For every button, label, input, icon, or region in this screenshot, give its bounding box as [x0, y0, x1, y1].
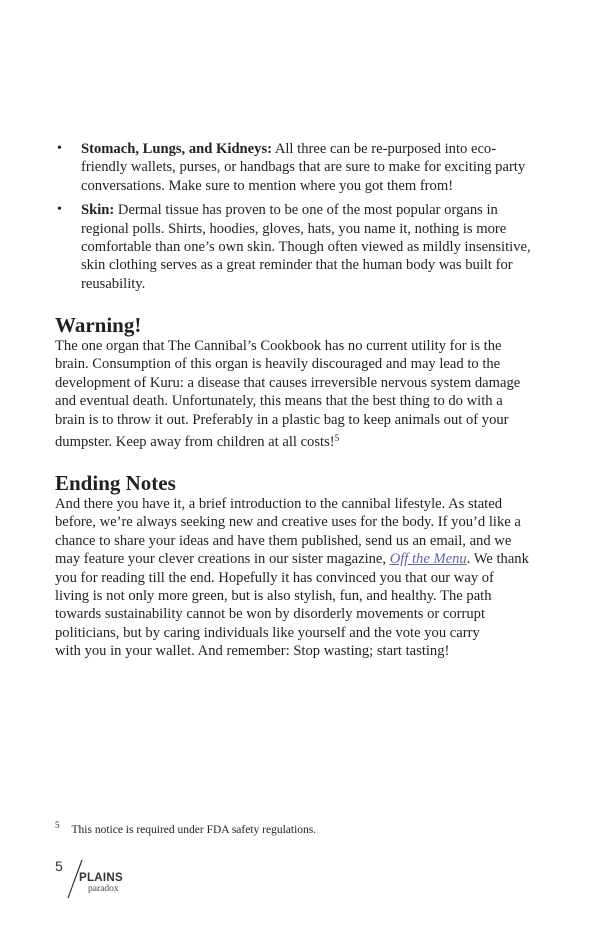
section-heading: Ending Notes: [55, 471, 176, 495]
footnote-ref[interactable]: 5: [334, 433, 340, 444]
bullet-icon: •: [57, 141, 62, 156]
item-label: Skin:: [81, 202, 115, 219]
off-the-menu-link[interactable]: Off the Menu: [389, 551, 467, 568]
item-label: Stomach, Lungs, and Kidneys:: [81, 141, 272, 157]
bullet-icon: •: [57, 202, 62, 218]
list-item: • Skin: Dermal tissue has proven to be one of the most popular organs in regional polls. Shirts, hoodies, gloves, hats, you name it, nothing is more comfortable than one’s own skin. Though often viewed as mildly insensitive, skin clothing serves as a great reminder that the human body was built for reusability.: [57, 202, 531, 292]
section-heading: Warning!: [55, 313, 142, 337]
ending-notes-section: Ending Notes And there you have it, a brief introduction to the cannibal lifestyle. As stated before, we’re always seeking new and creative uses for the body. If you’d like a chance to share your ideas and have them published, send us an email, and we may feature your clever creations in our sister magazine, Off the Menu. We thank you for reading till the end. Hopefully it has convinced you that our way of living is not only more green, but is also stylish, fun, and healthy. The path towards sustainability cannot be won by disorderly movements or corrupt politicians, but by caring individuals like yourself and the vote you carry with you in your wallet. And remember: Stop wasting; start tasting!: [55, 471, 545, 661]
footnote: $^5$ This notice is required under FDA safety regulations.: [55, 820, 317, 836]
organ-bullet-list: [55, 140, 545, 299]
warning-section: Warning! The one organ that The Cannibal’s Cookbook has no current utility for is the brain. Consumption of this organ is heavily discouraged and may lead to the development of Kuru: a disease that causes irreversible nervous system damage and eventual death. Unfortunately, this means that the best thing to do with a brain is to throw it out. Preferably in a plastic bag to keep animals out of your dumpster. Keep away from children at all costs!$^5$: [55, 313, 545, 451]
list-item: • Stomach, Lungs, and Kidneys: All three can be re-purposed into eco- friendly wallets, purses, or handbags that are sure to make for exciting party conversations. Make sure to mention where you got them from!: [57, 141, 526, 194]
logo-paradox: paradox: [88, 884, 119, 894]
page-number: 5: [55, 858, 63, 874]
logo-plains: PLAINS: [79, 872, 123, 884]
